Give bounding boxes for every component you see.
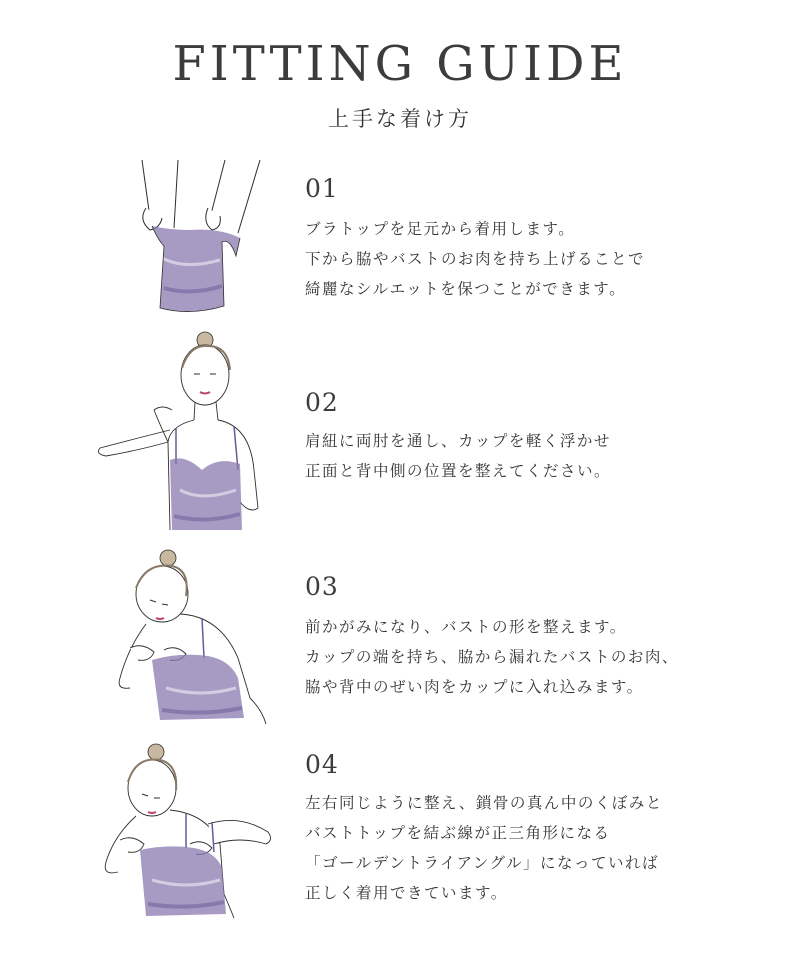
step-line: 下から脇やバストのお肉を持ち上げることで (305, 250, 646, 268)
page-subtitle: 上手な着け方 (328, 107, 472, 131)
step-description (305, 426, 611, 486)
step-line: 肩紐に両肘を通し、カップを軽く浮かせ (305, 432, 611, 450)
step-number: 01 (305, 174, 339, 203)
step-line: 綺麗なシルエットを保つことができます。 (305, 280, 627, 298)
step-line: 「ゴールデントライアングル」になっていれば (305, 854, 660, 872)
step-line: 前かがみになり、バストの形を整えます。 (305, 618, 627, 636)
step-line: 脇や背中のぜい肉をカップに入れ込みます。 (305, 678, 644, 696)
step-01-illustration (90, 158, 280, 338)
step-number: 03 (305, 572, 339, 601)
step-description (305, 214, 645, 304)
step-line: 正面と背中側の位置を整えてください。 (305, 462, 612, 480)
step-line: 正しく着用できています。 (305, 884, 508, 902)
step-line: 左右同じように整え、鎖骨の真ん中のくぼみと (305, 794, 663, 812)
step-number: 04 (305, 750, 339, 779)
step-description (305, 612, 679, 702)
step-line: ブラトップを足元から着用します。 (305, 220, 576, 238)
step-03-illustration (90, 548, 280, 728)
step-description (305, 788, 663, 908)
step-04-illustration (90, 744, 280, 924)
step-line: カップの端を持ち、脇から漏れたバストのお肉、 (305, 648, 679, 666)
page-title: FITTING GUIDE (172, 36, 628, 92)
step-number: 02 (305, 388, 339, 417)
step-02-illustration (90, 330, 280, 540)
step-line: バストトップを結ぶ線が正三角形になる (305, 824, 611, 842)
